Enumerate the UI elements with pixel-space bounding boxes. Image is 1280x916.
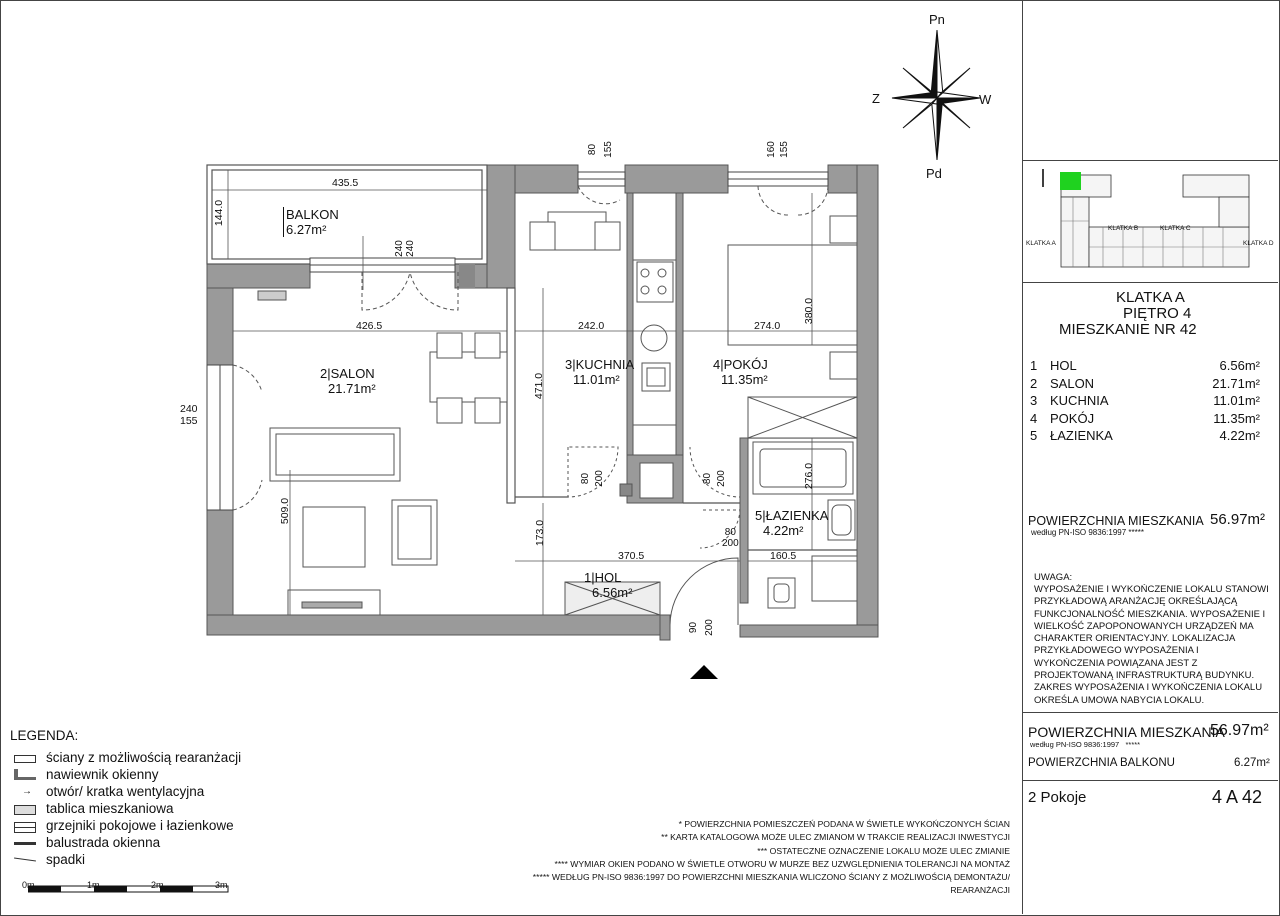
- legend-item: → otwór/ kratka wentylacyjna: [22, 784, 205, 799]
- note-text: WYPOSAŻENIE I WYKOŃCZENIE LOKALU STANOWI PRZYKŁADOWĄ ARANŻACJĘ OKREŚLAJĄCĄ FUNKCJONALNOŚĆ MIESZKANIA. WYPOSAŻENIE I WIELKOŚĆ ZAPOPONOWANYCH URZĄDZEŃ MA CHARAKTER ORIENTACYJNY. LOKALIZACJA PRZYKŁADOWEGO WYPOSAŻENIA I WYKOŃCZENIA POWIĄZANA JEST Z PROJEKTOWANĄ INFRASTRUKTURĄ BUDYNKU. ZAKRES WYPOSAŻENIA I WYKOŃCZENIA LOKALU OKREŚLA UMOWA NABYCIA LOKALU.: [1034, 584, 1269, 706]
- dim-label: 471.0: [533, 372, 546, 400]
- room-list: [1030, 357, 1260, 445]
- keyplan-label-a: KLATKA A: [1026, 240, 1056, 247]
- dim-label: 144.0: [213, 199, 226, 227]
- header-pietro: PIĘTRO 4: [1123, 305, 1192, 322]
- compass-south: Pd: [926, 166, 942, 181]
- dim-label: 80: [580, 472, 592, 485]
- area-label: POWIERZCHNIA MIESZKANIA: [1028, 514, 1204, 528]
- room-label-lazienka: 5|ŁAZIENKA 4.22m²: [755, 508, 829, 538]
- dim-label: 276.0: [803, 462, 816, 490]
- dim-label: 155: [778, 141, 790, 158]
- keyplan-label-b: KLATKA B: [1108, 225, 1139, 232]
- dim-label: 80: [702, 472, 714, 485]
- list-item: 5 ŁAZIENKA 4.22m²: [1030, 428, 1260, 443]
- scale-label: 3m: [215, 880, 228, 890]
- dim-label: 435.5: [332, 177, 359, 189]
- wall-north-kitchen-a: [515, 165, 578, 193]
- scale-label: 0m: [22, 880, 35, 890]
- dim-label: 155: [602, 141, 614, 158]
- wall-south-east: [740, 625, 878, 637]
- legend-item: ściany z możliwością rearanżacji: [10, 749, 241, 766]
- dim-label: 380.0: [803, 297, 816, 325]
- dim-label: 274.0: [754, 320, 781, 332]
- compass-west: Z: [872, 91, 880, 106]
- legend-title: LEGENDA:: [10, 728, 79, 743]
- dim-label: 240: [404, 240, 416, 257]
- scale-label: 1m: [87, 880, 100, 890]
- legend-item: grzejniki pokojowe i łazienkowe: [10, 817, 241, 834]
- keyplan-label-c: KLATKA C: [1160, 225, 1191, 232]
- key-plan: [1023, 161, 1278, 281]
- summary-balcony-label: POWIERZCHNIA BALKONU: [1028, 757, 1175, 769]
- compass-east: W: [979, 92, 992, 107]
- apartment-code: 4 A 42: [1212, 787, 1263, 807]
- list-item: 4 POKÓJ 11.35m²: [1030, 410, 1260, 426]
- wall-south-step: [660, 615, 670, 640]
- footnotes: * POWIERZCHNIA POMIESZCZEŃ PODANA W ŚWIETLE WYKOŃCZONYCH ŚCIAN ** KARTA KATALOGOWA MOŻE ULEC ZMIANOM W TRAKCIE REALIZACJI INWESTYCJI *** OSTATECZNE OZNACZENIE LOKALU MOŻE ULEC ZMIANIE **** WYMIAR OKIEN PODANO W ŚWIETLE OTWORU W MURZE BEZ UZWGLĘDNIENIA TOLERANCJI NA MONTAŻ ***** WEDŁUG PN-ISO 9836:1997 DO POWIERZCHNI MIESZKANIA WLICZONO ŚCIANY Z MOŻLIWOŚCIĄ DEMONTAŻU/ REARANŻACJI: [532, 819, 1010, 896]
- scale-label: 2m: [151, 880, 164, 890]
- legend-item: balustrada okienna: [10, 834, 241, 851]
- compass-north: Pn: [929, 12, 945, 27]
- divider-line: [1022, 712, 1278, 713]
- legend-item: tablica mieszkaniowa: [10, 800, 241, 817]
- key-plan-highlight: [1060, 172, 1081, 190]
- panel-divider: [1022, 0, 1023, 914]
- summary-area-value: 56.97m²: [1210, 722, 1269, 739]
- dim-label: 173.0: [534, 519, 547, 547]
- note-title: UWAGA:: [1034, 572, 1073, 583]
- vent-grille: [459, 264, 475, 288]
- room-label-pokoj: 4|POKÓJ 11.35m²: [713, 357, 768, 387]
- summary-norm: według PN-ISO 9836:1997 *****: [1030, 740, 1141, 749]
- vent-shaft: [640, 463, 673, 498]
- list-item: 2 SALON 21.71m²: [1030, 375, 1260, 391]
- dim-label: 509.0: [279, 497, 292, 525]
- dim-label-window-west: 240 155: [180, 403, 198, 427]
- dim-label: 200: [715, 470, 727, 487]
- dim-label: 426.5: [356, 320, 383, 332]
- legend-item: spadki: [10, 851, 241, 868]
- keyplan-label-d: KLATKA D: [1243, 240, 1274, 247]
- wall-north-kitchen-b: [625, 165, 728, 193]
- header-mieszkanie: MIESZKANIE NR 42: [1059, 321, 1197, 338]
- room-label-kuchnia: 3|KUCHNIA 11.01m²: [565, 357, 635, 387]
- divider-line: [1022, 780, 1278, 781]
- partition-salon-kitchen: [507, 288, 515, 503]
- room-label-hol: 1|HOL 6.56m²: [584, 570, 633, 600]
- dim-label: 80: [587, 143, 599, 156]
- dim-label: 242.0: [578, 320, 605, 332]
- dim-label: 160: [765, 141, 777, 158]
- entrance-arrow: [690, 665, 718, 679]
- dim-label: 200: [703, 619, 715, 636]
- list-item: 1 HOL 6.56m²: [1030, 358, 1260, 373]
- scale-bar: [28, 884, 233, 896]
- wall-east: [857, 165, 878, 635]
- dim-label: 240: [393, 240, 405, 257]
- partition-bath: [740, 438, 748, 603]
- area-norm: według PN-ISO 9836:1997 *****: [1031, 528, 1144, 537]
- summary-area-label: POWIERZCHNIA MIESZKANIA: [1028, 724, 1225, 740]
- dim-label: 90: [688, 621, 700, 634]
- rooms-count: 2 Pokoje: [1028, 789, 1087, 806]
- list-item: 3 KUCHNIA 11.01m²: [1030, 393, 1260, 408]
- room-label-salon: 2|SALON 21.71m²: [320, 366, 376, 396]
- dim-label: 200: [593, 470, 605, 487]
- wall-north-salon: [207, 264, 310, 288]
- wall-column: [487, 165, 515, 288]
- summary-balcony-value: 6.27m²: [1234, 757, 1270, 769]
- wall-south-west: [207, 615, 670, 635]
- balcony-label: BALKON 6.27m²: [283, 207, 339, 237]
- legend-item: nawiewnik okienny: [10, 766, 241, 783]
- legend: [10, 728, 241, 868]
- dim-label: 370.5: [618, 550, 645, 562]
- dim-label: 160.5: [770, 550, 797, 562]
- divider-line: [1022, 282, 1278, 283]
- dim-label-door-laz: 80 200: [722, 527, 739, 549]
- area-value: 56.97m²: [1210, 511, 1266, 528]
- header-klatka: KLATKA A: [1116, 289, 1185, 306]
